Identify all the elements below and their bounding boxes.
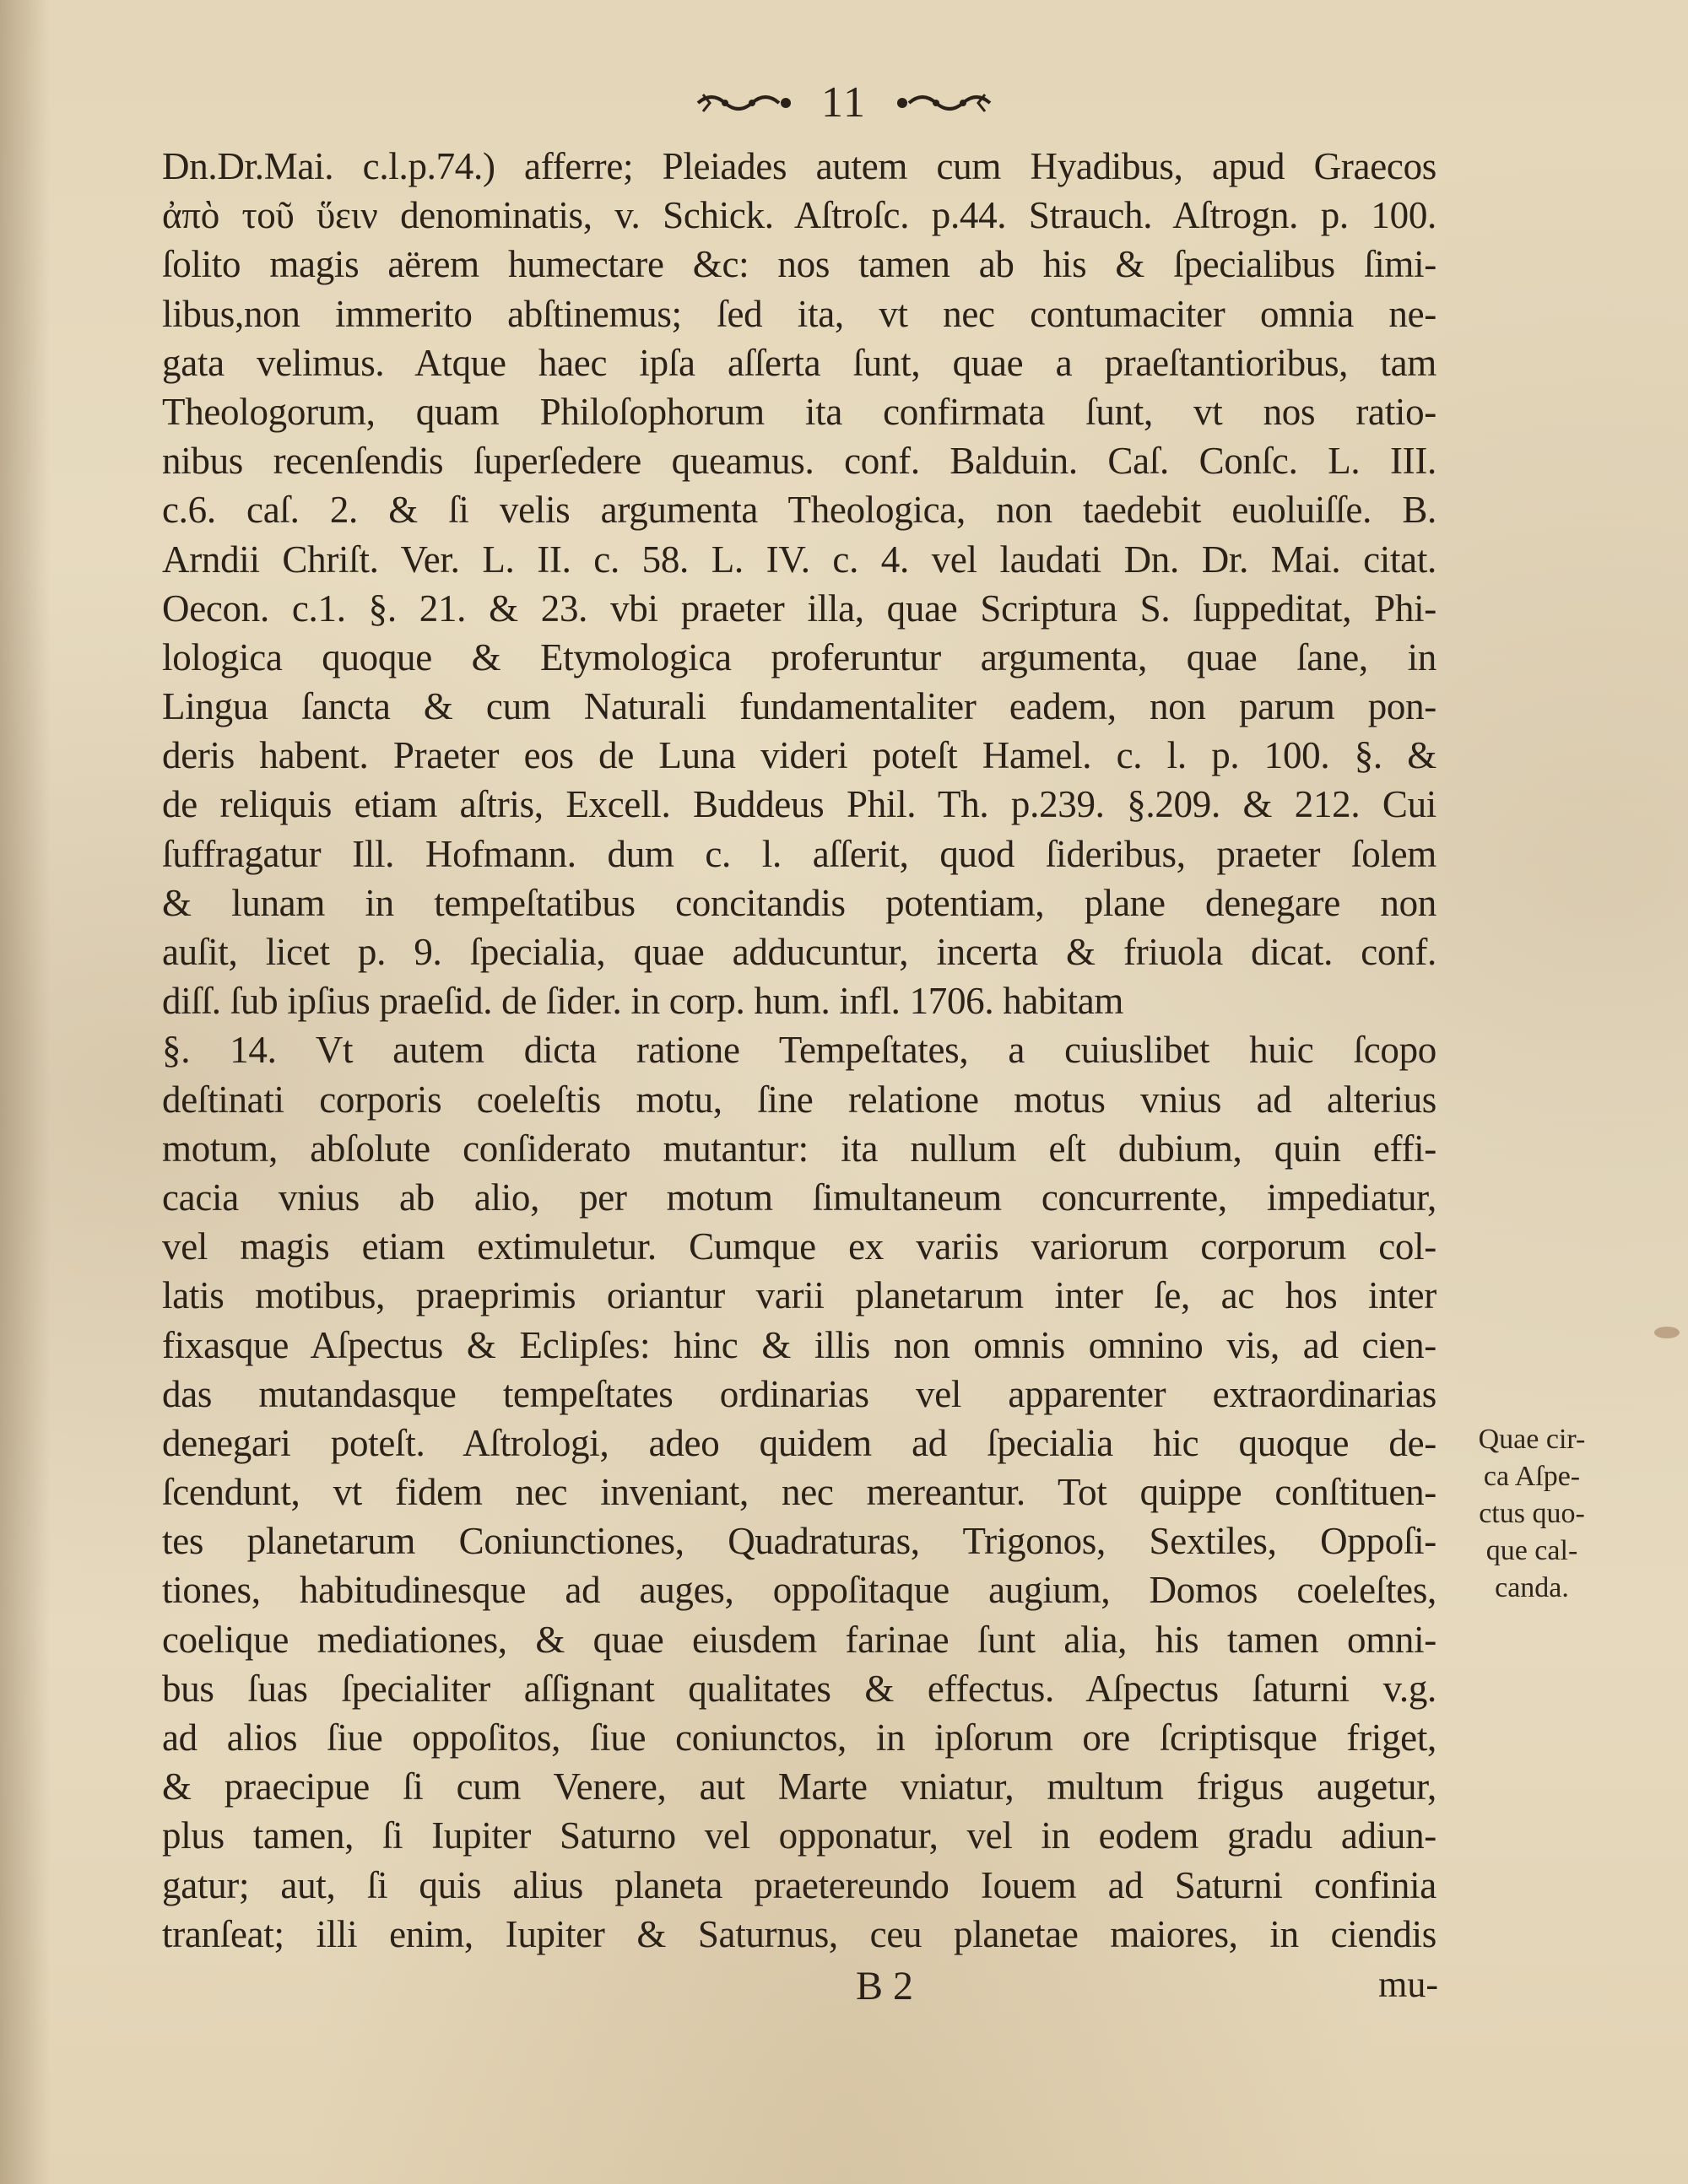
ink-stain [1654,1327,1680,1338]
page-footer [162,1963,1438,2014]
text-line: coelique mediationes, & quae eiusdem farinae ſunt alia, his tamen omni- [162,1618,1436,1661]
text-line: ἀπὸ τοῦ ὕειν denominatis, v. Schick. Aſtroſc. p.44. Strauch. Aſtrogn. p. 100. [162,194,1436,237]
text-line: deſtinati corporis coeleſtis motu, ſine relatione motus vnius ad alterius [162,1078,1436,1121]
text-line: ſolito magis aërem humectare &c: nos tamen ab his & ſpecialibus ſimi- [162,243,1436,286]
section-heading-line: §. 14. Vt autem dicta ratione Tempeſtates, a cuiuslibet huic ſcopo [162,1029,1436,1072]
catchword: mu- [1378,1964,1438,2005]
margin-note [1435,1421,1629,1607]
text-line: Oecon. c.1. §. 21. & 23. vbi praeter illa, quae Scriptura S. ſuppeditat, Phi- [162,587,1436,630]
page-header [0,78,1688,137]
text-line: plus tamen, ſi Iupiter Saturno vel opponatur, vel in eodem gradu adiun- [162,1814,1436,1857]
text-line: libus,non immerito abſtinemus; ſed ita, vt nec contumaciter omnia ne- [162,292,1436,335]
text-line: auſit, licet p. 9. ſpecialia, quae adducuntur, incerta & friuola dicat. conf. [162,931,1436,973]
text-line: lologica quoque & Etymologica proferuntur argumenta, quae ſane, in [162,635,1436,678]
margin-note-line: canda. [1495,1572,1569,1603]
text-line: denegari poteſt. Aſtrologi, adeo quidem ad ſpecialia hic quoque de- [162,1421,1436,1464]
page-number: 11 [820,78,868,127]
text-line: fixasque Aſpectus & Eclipſes: hinc & illis non omnis omnino vis, ad cien- [162,1323,1436,1366]
text-line: bus ſuas ſpecialiter aſſignant qualitates & effectus. Aſpectus ſaturni v.g. [162,1667,1436,1710]
text-line: nibus recenſendis ſuperſedere queamus. conf. Balduin. Caſ. Conſc. L. III. [162,440,1436,483]
text-line: tranſeat; illi enim, Iupiter & Saturnus, ceu planetae maiores, in ciendis [162,1912,1436,1955]
text-line: deris habent. Praeter eos de Luna videri poteſt Hamel. c. l. p. 100. §. & [162,734,1436,777]
text-line: ad alios ſiue oppoſitos, ſiue coniunctos, in ipſorum ore ſcriptisque friget, [162,1716,1436,1759]
text-line: c.6. caſ. 2. & ſi velis argumenta Theologica, non taedebit euoluiſſe. B. [162,489,1436,532]
right-ornament-icon [892,86,993,120]
text-line: Arndii Chriſt. Ver. L. II. c. 58. L. IV. c. 4. vel laudati Dn. Dr. Mai. citat. [162,538,1436,581]
text-line: & lunam in tempeſtatibus concitandis potentiam, plane denegare non [162,881,1436,924]
text-line: diſſ. ſub ipſius praeſid. de ſider. in corp. hum. infl. 1706. habitam [162,980,1124,1023]
text-line: Lingua ſancta & cum Naturali fundamentaliter eadem, non parum pon- [162,685,1436,728]
body-text [162,142,1436,1959]
text-line: das mutandasque tempeſtates ordinarias vel apparenter extraordinarias [162,1372,1436,1415]
signature-mark: B 2 [856,1964,914,2008]
margin-note-line: ca Aſpe- [1483,1461,1581,1492]
margin-note-line: que cal- [1485,1535,1578,1566]
text-line: gatur; aut, ſi quis alius planeta praetereundo Iouem ad Saturni confinia [162,1863,1436,1906]
text-line: Dn.Dr.Mai. c.l.p.74.) afferre; Pleiades autem cum Hyadibus, apud Graecos [162,145,1436,187]
text-line: vel magis etiam extimuletur. Cumque ex variis variorum corporum col- [162,1225,1436,1268]
text-line: gata velimus. Atque haec ipſa aſſerta ſunt, quae a praeſtantioribus, tam [162,341,1436,384]
text-line: tes planetarum Coniunctiones, Quadraturas, Trigonos, Sextiles, Oppoſi- [162,1520,1436,1563]
text-line: ſuffragatur Ill. Hofmann. dum c. l. aſſerit, quod ſideribus, praeter ſolem [162,832,1436,875]
page-edge-shadow [0,0,51,2184]
text-line: cacia vnius ab alio, per motum ſimultaneum concurrente, impediatur, [162,1176,1436,1219]
margin-note-line: ctus quo- [1479,1498,1585,1529]
left-ornament-icon [695,86,796,120]
text-line: de reliquis etiam aſtris, Excell. Buddeus Phil. Th. p.239. §.209. & 212. Cui [162,783,1436,826]
text-line: latis motibus, praeprimis oriantur varii planetarum inter ſe, ac hos inter [162,1274,1436,1317]
text-line: motum, abſolute conſiderato mutantur: ita nullum eſt dubium, quin effi- [162,1127,1436,1170]
text-line: Theologorum, quam Philoſophorum ita confirmata ſunt, vt nos ratio- [162,390,1436,433]
text-line: ſcendunt, vt fidem nec inveniant, nec mereantur. Tot quippe conſtituen- [162,1471,1436,1514]
text-line: tiones, habitudinesque ad auges, oppoſitaque augium, Domos coeleſtes, [162,1569,1436,1612]
margin-note-line: Quae cir- [1478,1424,1586,1455]
text-line: & praecipue ſi cum Venere, aut Marte vniatur, multum frigus augetur, [162,1765,1436,1808]
